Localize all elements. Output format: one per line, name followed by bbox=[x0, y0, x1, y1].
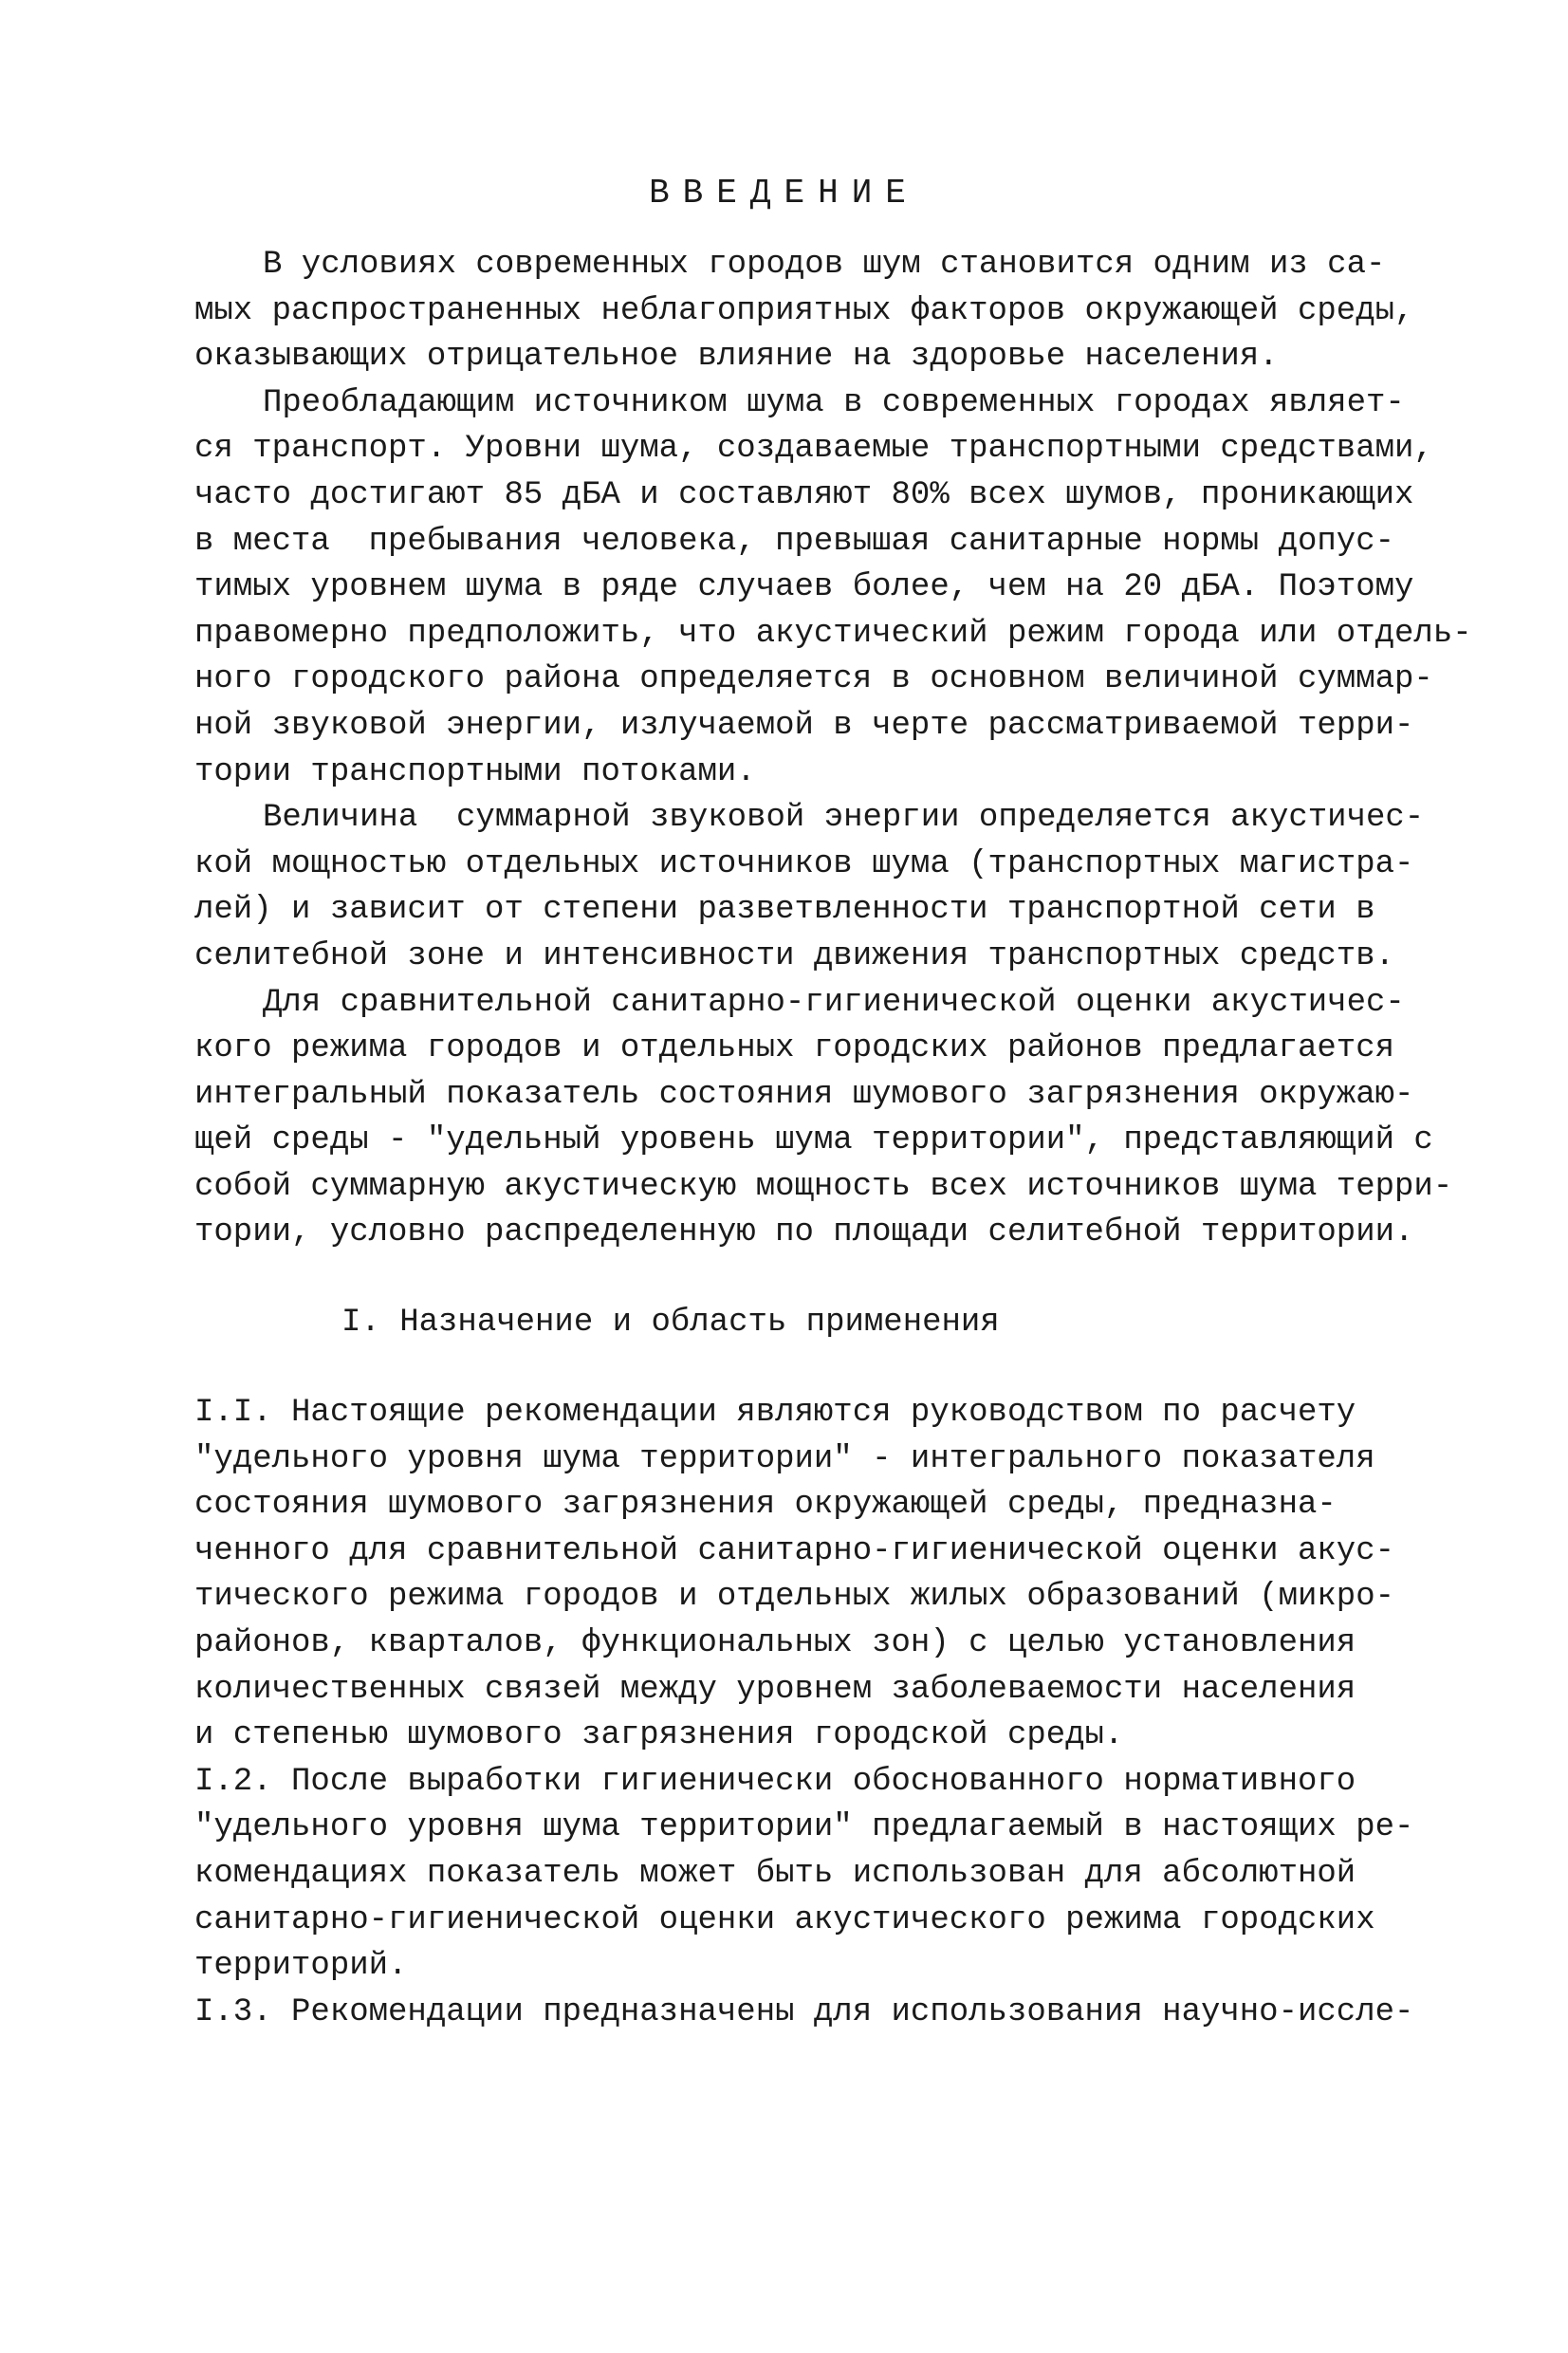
section-title: I. Назначение и область применения bbox=[341, 1305, 1000, 1341]
text-line: мых распространенных неблагоприятных факторов окружающей среды, bbox=[194, 292, 1414, 329]
text-line: кого режима городов и отдельных городских районов предлагается bbox=[194, 1030, 1395, 1067]
text-line: санитарно-гигиенической оценки акустического режима городских bbox=[194, 1901, 1375, 1938]
text-line: тического режима городов и отдельных жилых образований (микро- bbox=[194, 1579, 1395, 1616]
text-line: "удельного уровня шума территории" - интегрального показателя bbox=[194, 1440, 1375, 1477]
text-line: собой суммарную акустическую мощность всех источников шума терри- bbox=[194, 1168, 1453, 1205]
text-line: районов, кварталов, функциональных зон) с целью установления bbox=[194, 1624, 1356, 1661]
text-line: I.I. Настоящие рекомендации являются руководством по расчету bbox=[194, 1395, 1356, 1431]
text-line: лей) и зависит от степени разветвленности транспортной сети в bbox=[194, 892, 1375, 929]
text-line: интегральный показатель состояния шумового загрязнения окружаю- bbox=[194, 1076, 1414, 1113]
text-line: комендациях показатель может быть использован для абсолютной bbox=[194, 1855, 1356, 1892]
text-line: Для сравнительной санитарно-гигиенической оценки акустичес- bbox=[263, 984, 1405, 1021]
text-line: ченного для сравнительной санитарно-гигиенической оценки акус- bbox=[194, 1532, 1395, 1569]
page-heading: ВВЕДЕНИЕ bbox=[649, 174, 919, 213]
text-line: I.3. Рекомендации предназначены для использования научно-иссле- bbox=[194, 1993, 1414, 2030]
text-line: Преобладающим источником шума в современных городах являет- bbox=[263, 384, 1405, 421]
text-line: тории, условно распределенную по площади селитебной территории. bbox=[194, 1214, 1414, 1251]
text-line: и степенью шумового загрязнения городской среды. bbox=[194, 1717, 1124, 1754]
text-line: ся транспорт. Уровни шума, создаваемые транспортными средствами, bbox=[194, 431, 1433, 468]
text-line: оказывающих отрицательное влияние на здоровье населения. bbox=[194, 339, 1279, 376]
section-block bbox=[194, 1390, 1413, 2035]
text-line: тории транспортными потоками. bbox=[194, 753, 756, 790]
text-line: В условиях современных городов шум становится одним из са- bbox=[263, 247, 1386, 283]
text-line: "удельного уровня шума территории" предлагаемый в настоящих ре- bbox=[194, 1809, 1414, 1846]
text-line: правомерно предположить, что акустический режим города или отдель- bbox=[194, 615, 1472, 652]
text-line: тимых уровнем шума в ряде случаев более, чем на 20 дБА. Поэтому bbox=[194, 569, 1414, 606]
text-line: состояния шумового загрязнения окружающей среды, предназна- bbox=[194, 1487, 1337, 1524]
text-line: селитебной зоне и интенсивности движения транспортных средств. bbox=[194, 937, 1395, 974]
text-line: I.2. После выработки гигиенически обоснованного нормативного bbox=[194, 1763, 1356, 1800]
text-line: часто достигают 85 дБА и составляют 80% всех шумов, проникающих bbox=[194, 476, 1414, 513]
text-line: ного городского района определяется в основном величиной суммар- bbox=[194, 661, 1433, 698]
text-line: в места пребывания человека, превышая санитарные нормы допус- bbox=[194, 523, 1395, 560]
text-line: кой мощностью отдельных источников шума (транспортных магистра- bbox=[194, 845, 1414, 882]
text-line: ной звуковой энергии, излучаемой в черте рассматриваемой терри- bbox=[194, 707, 1414, 744]
text-line: щей среды - "удельный уровень шума территории", представляющий с bbox=[194, 1122, 1433, 1159]
text-line: территорий. bbox=[194, 1948, 408, 1985]
intro-block bbox=[194, 242, 1472, 1256]
text-line: Величина суммарной звуковой энергии определяется акустичес- bbox=[263, 800, 1425, 837]
text-line: количественных связей между уровнем заболеваемости населения bbox=[194, 1671, 1356, 1708]
